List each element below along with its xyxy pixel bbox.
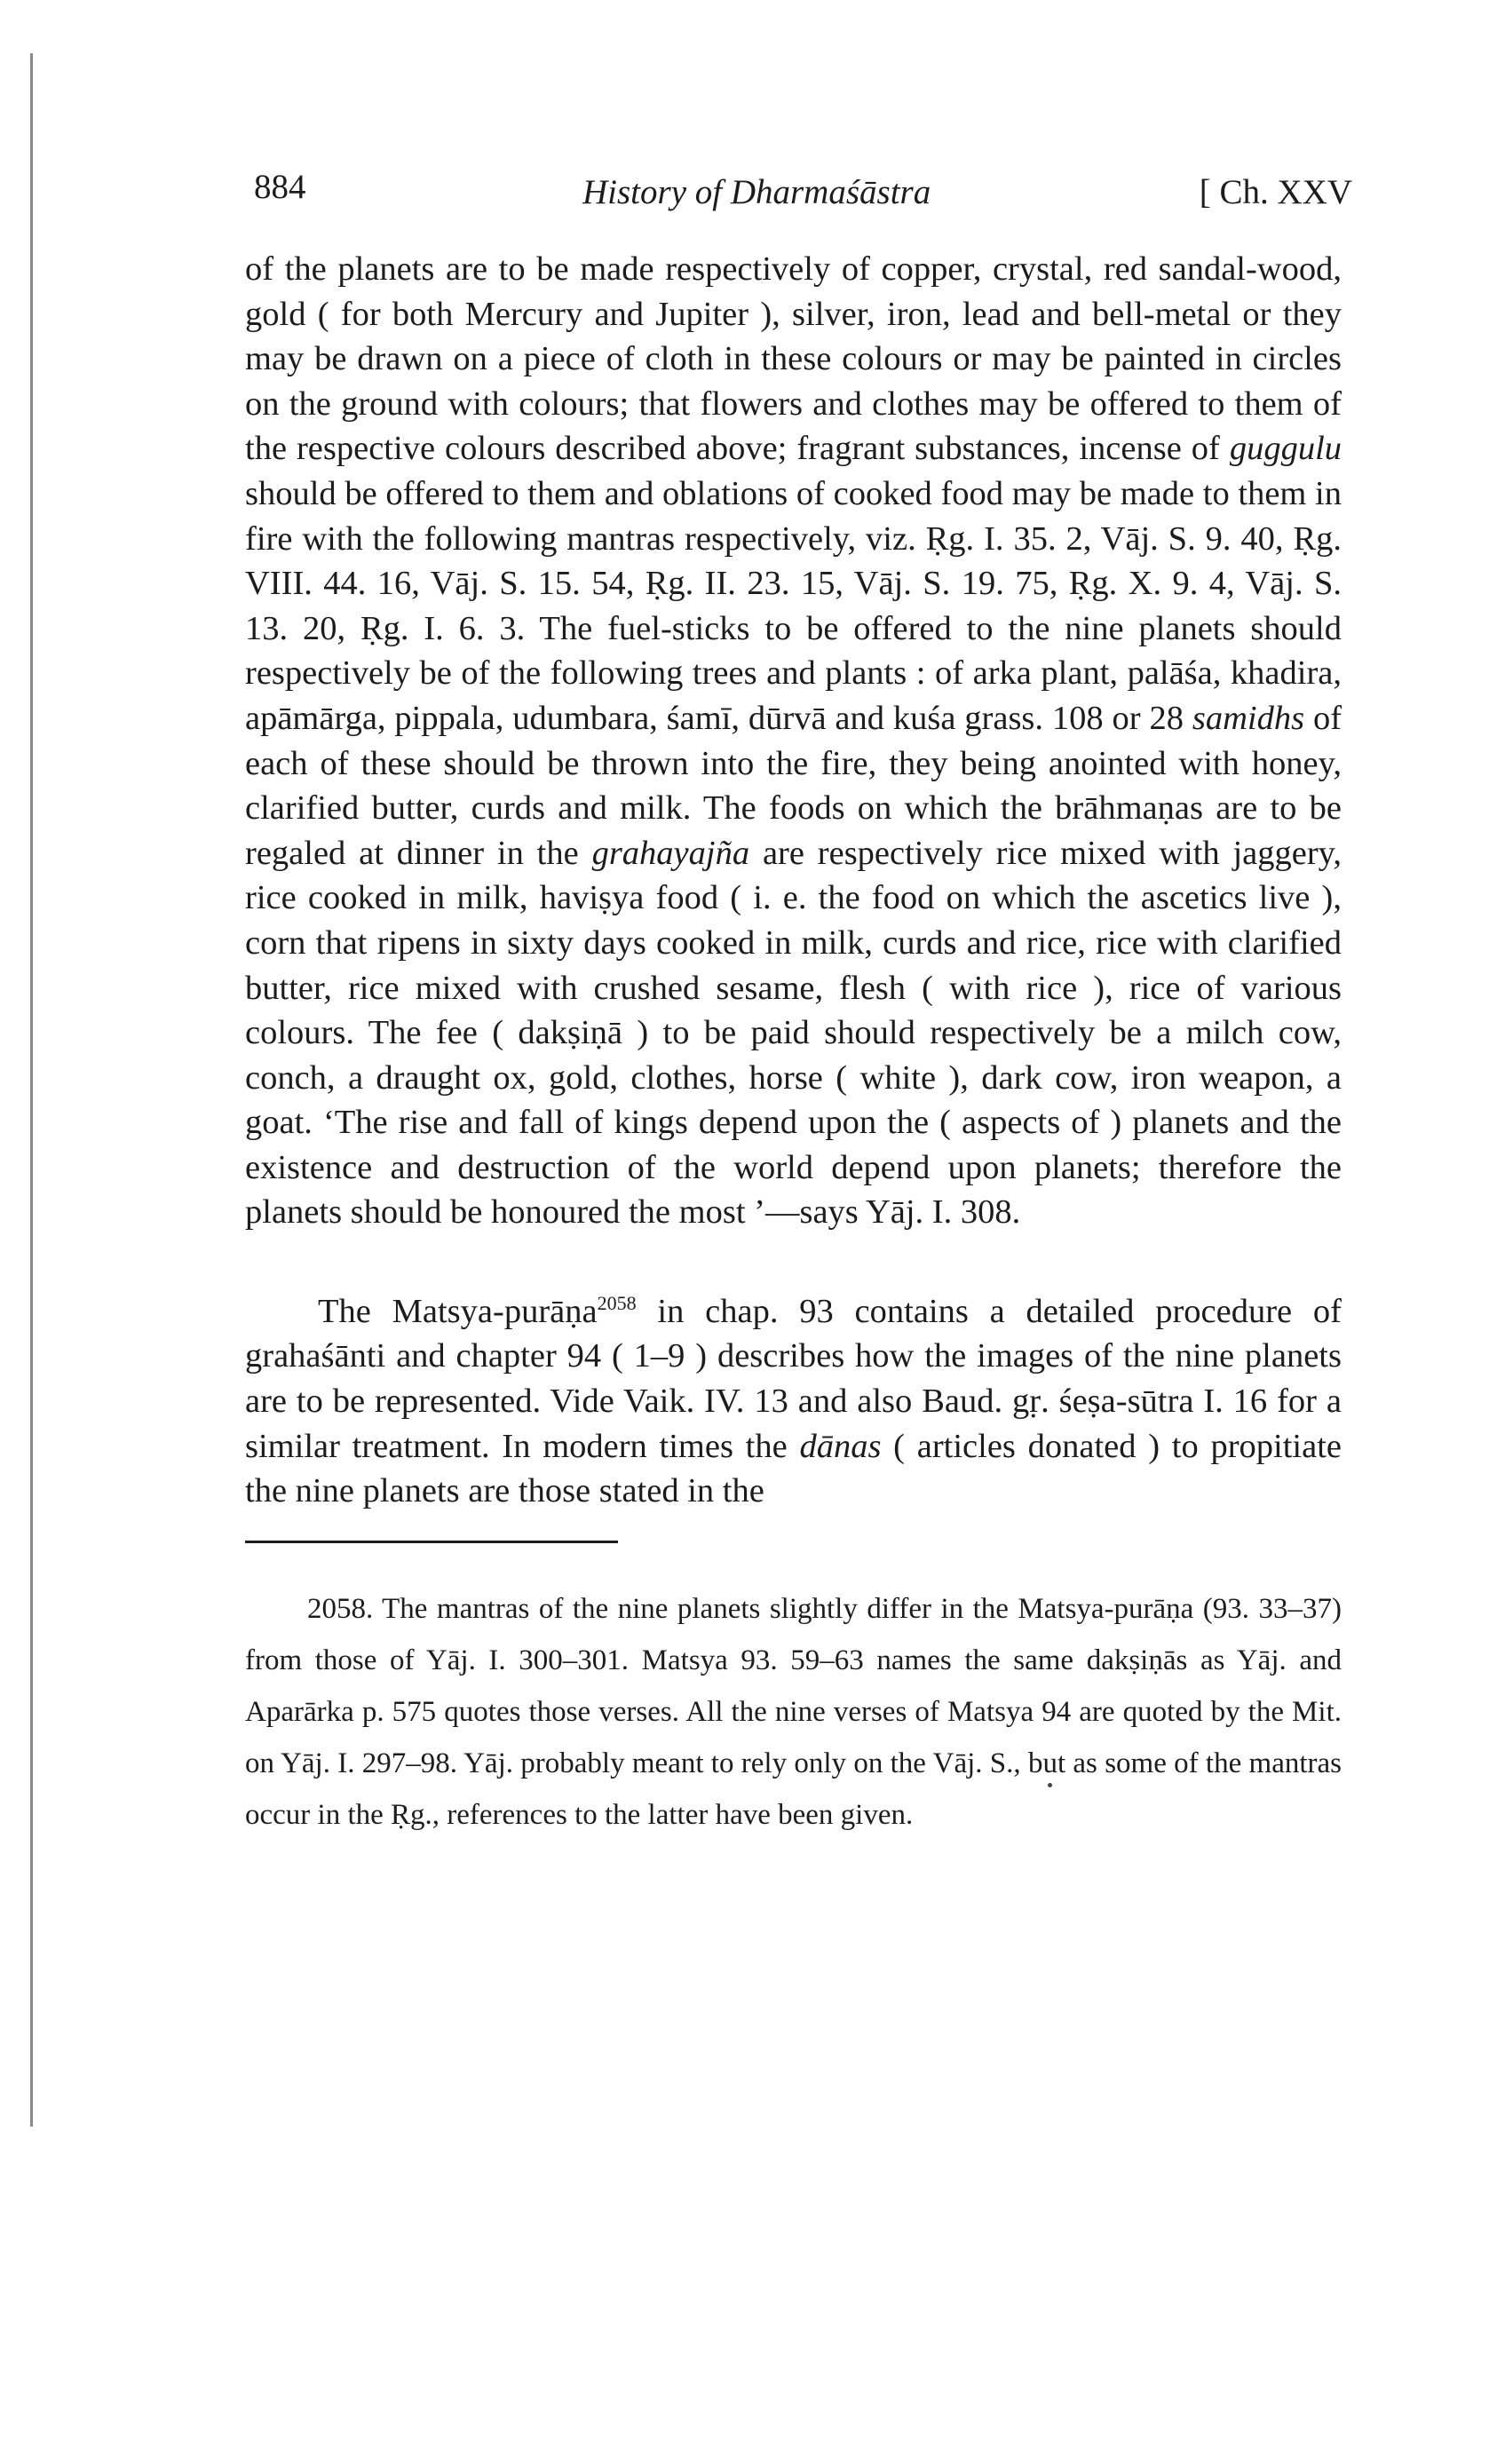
paragraph-1-text-d: are respectively rice mixed with jaggery, rice cooked in milk, haviṣya food ( i. e. the food on which the ascetics live ), corn that ripens in sixty days cooked in milk, curds and rice, rice with clarified butter, rice mixed with crushed sesame, flesh ( with rice ), rice of various colours. The fee ( dakṣiṇā ) to be paid should respectively be a milch cow, conch, a draught ox, gold, clothes, horse ( white ), dark cow, iron weapon, a goat. ‘The rise and fall of kings depend upon the ( aspects of ) planets and the existence and destruction of the world depend upon planets; therefore the planets should be honoured the most ’—says Yāj. I. 308. [245, 834, 1342, 1232]
paragraph-1-text-a: of the planets are to be made respectively of copper, crystal, red sandal-wood, gold ( for both Mercury and Jupiter ), silver, iron, lead and bell-metal or they may be drawn on a piece of cloth in these colours or may be painted in circles on the ground with colours; that flowers and clothes may be offered to them of the respective colours described above; fragrant substances, incense of [245, 250, 1342, 468]
paragraph-1-text-b: should be offered to them and oblations of cooked food may be made to them in fire with the following mantras respectively, viz. Ṛg. I. 35. 2, Vāj. S. 9. 40, Ṛg. VIII. 44. 16, Vāj. S. 15. 54, Ṛg. II. 23. 15, Vāj. S. 19. 75, Ṛg. X. 9. 4, Vāj. S. 13. 20, Ṛg. I. 6. 3. The fuel-sticks to be offered to the nine planets should respectively be of the following trees and plants : of arka plant, palāśa, khadira, apāmārga, pippala, udumbara, śamī, dūrvā and kuśa grass. 108 or 28 [245, 474, 1342, 737]
book-page [245, 160, 1352, 1870]
paragraph-1 [245, 247, 1342, 1235]
running-title: History of Dharmaśāstra [582, 173, 931, 211]
footnote-text: The mantras of the nine planets slightly differ in the Matsya-purāṇa (93. 33–37) from those of Yāj. I. 300–301. Matsya 93. 59–63 names the same dakṣiṇās as Yāj. and Aparārka p. 575 quotes those verses. All the nine verses of Matsya 94 are quoted by the Mit. on Yāj. I. 297–98. Yāj. probably meant to rely only on the Vāj. S., but as some of the mantras occur in the Ṛg., references to the latter have been given. [245, 1592, 1342, 1831]
chapter-label: [ Ch. XXV [1199, 173, 1352, 211]
main-text [245, 247, 1342, 1514]
running-header [245, 160, 1352, 222]
page-number: 884 [254, 168, 306, 206]
footnote-reference[interactable]: 2058 [597, 1292, 637, 1315]
italic-term-danas: dānas [799, 1427, 882, 1465]
paragraph-1-text-c: of each of these should be thrown into the fire, they being anointed with honey, clarified butter, curds and milk. The foods on which the brāhmaṇas are to be regaled at dinner in the [245, 699, 1342, 872]
italic-term-grahayajna: grahayajña [591, 834, 750, 872]
italic-term-guggulu: guggulu [1229, 430, 1342, 468]
paragraph-2-text-b: in chap. 93 contains a detailed procedure of grahaśānti and chapter 94 ( 1–9 ) describes how the images of the nine planets are to be represented. Vide Vaik. IV. 13 and also Baud. gṛ. śeṣa-sūtra I. 16 for a similar treatment. In modern times the [245, 1292, 1342, 1465]
footnote-divider [245, 1541, 618, 1543]
paragraph-2-text-c: ( articles donated ) to propitiate the nine planets are those stated in the [245, 1427, 1342, 1510]
footnote-number: 2058. [307, 1592, 374, 1625]
paragraph-2-text-a: The Matsya-purāṇa [318, 1292, 598, 1330]
footnote-2058 [245, 1583, 1342, 1841]
italic-term-samidhs: samidhs [1192, 699, 1305, 737]
scan-edge-line [30, 53, 33, 2127]
paragraph-2 [245, 1281, 1342, 1514]
